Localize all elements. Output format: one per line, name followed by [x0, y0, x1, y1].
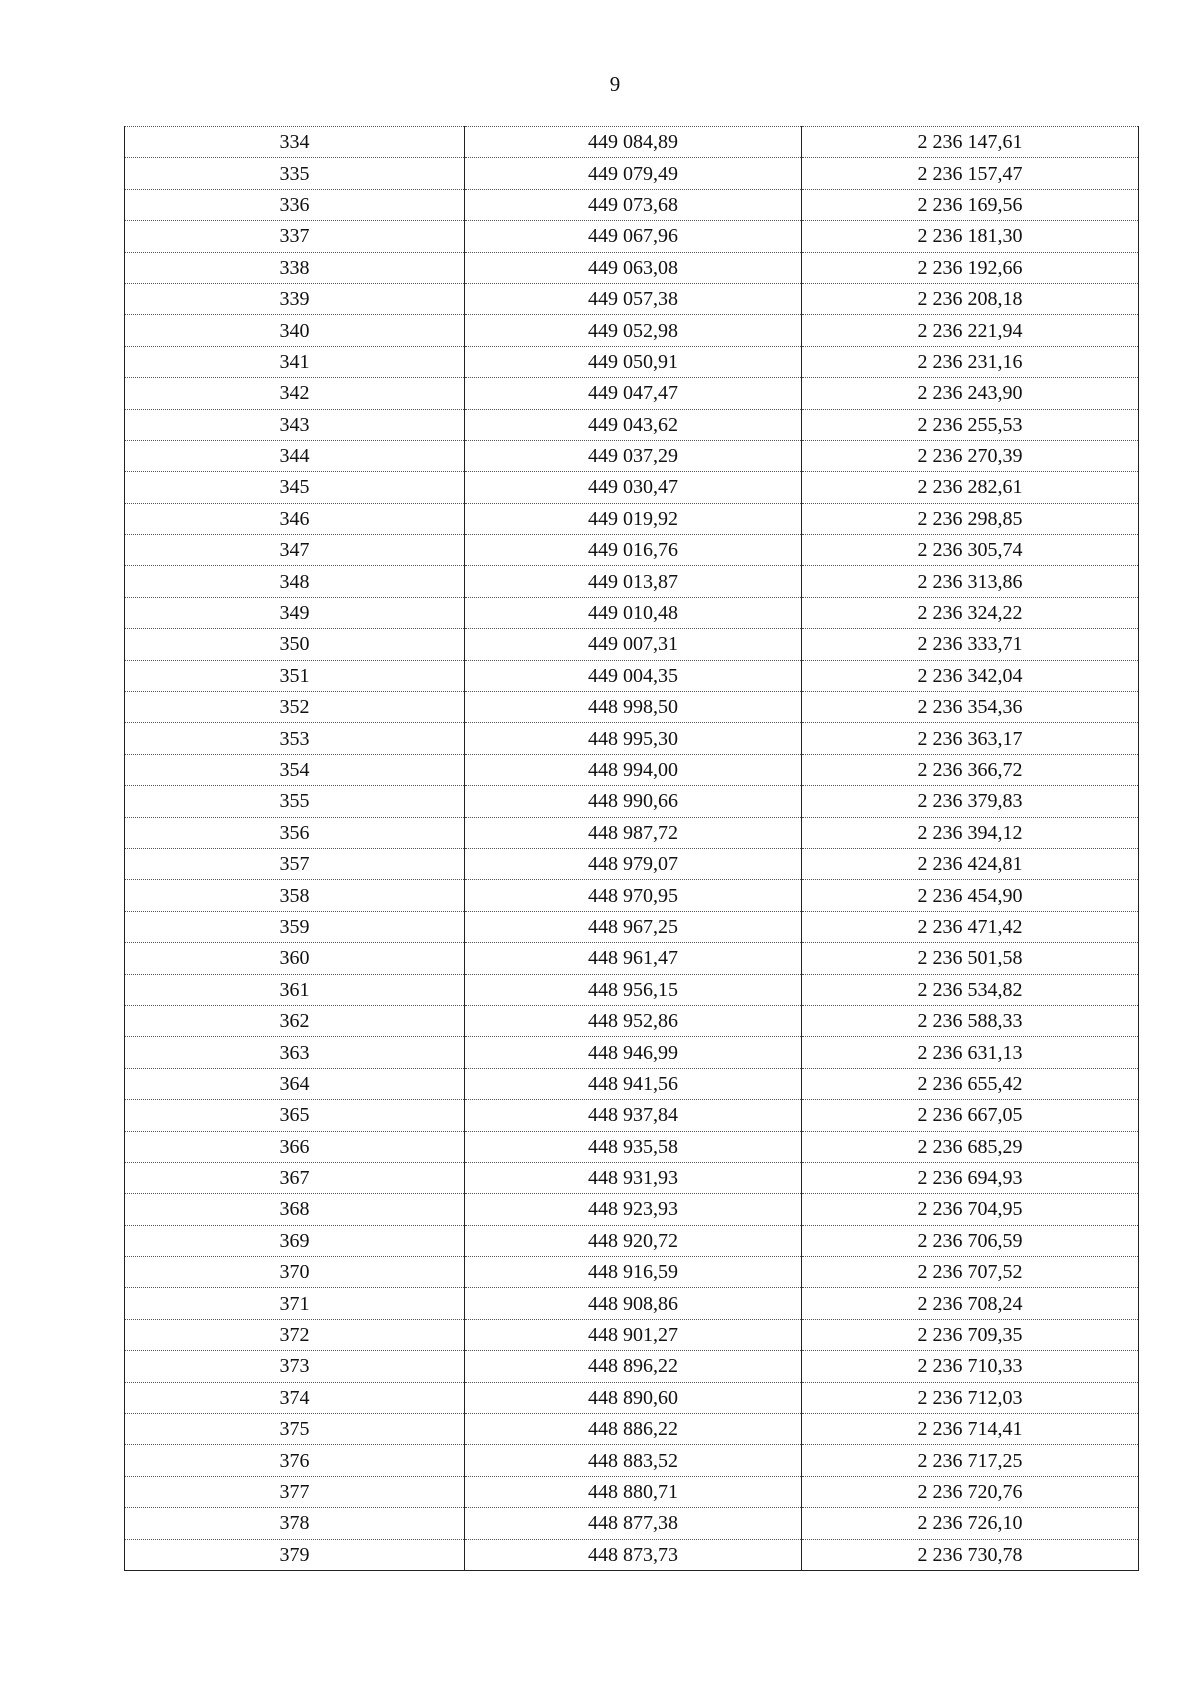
table-row [125, 1257, 1139, 1288]
table-row [125, 911, 1139, 942]
table-row [125, 158, 1139, 189]
x-coordinate-cell: 448 908,86 [465, 1288, 802, 1319]
table-row [125, 1508, 1139, 1539]
point-number-cell: 334 [125, 127, 465, 158]
x-coordinate-cell: 449 047,47 [465, 378, 802, 409]
x-coordinate-cell: 448 998,50 [465, 692, 802, 723]
y-coordinate-cell: 2 236 354,36 [802, 692, 1139, 723]
table-row [125, 252, 1139, 283]
point-number-cell: 363 [125, 1037, 465, 1068]
y-coordinate-cell: 2 236 471,42 [802, 911, 1139, 942]
x-coordinate-cell: 448 987,72 [465, 817, 802, 848]
point-number-cell: 375 [125, 1414, 465, 1445]
table-row [125, 1005, 1139, 1036]
table-row [125, 566, 1139, 597]
y-coordinate-cell: 2 236 708,24 [802, 1288, 1139, 1319]
point-number-cell: 345 [125, 472, 465, 503]
y-coordinate-cell: 2 236 270,39 [802, 440, 1139, 471]
point-number-cell: 373 [125, 1351, 465, 1382]
y-coordinate-cell: 2 236 709,35 [802, 1319, 1139, 1350]
table-row [125, 440, 1139, 471]
y-coordinate-cell: 2 236 717,25 [802, 1445, 1139, 1476]
table-row [125, 315, 1139, 346]
x-coordinate-cell: 448 916,59 [465, 1257, 802, 1288]
table-row [125, 189, 1139, 220]
point-number-cell: 351 [125, 660, 465, 691]
y-coordinate-cell: 2 236 685,29 [802, 1131, 1139, 1162]
point-number-cell: 336 [125, 189, 465, 220]
x-coordinate-cell: 449 057,38 [465, 283, 802, 314]
x-coordinate-cell: 448 890,60 [465, 1382, 802, 1413]
table-row [125, 597, 1139, 628]
y-coordinate-cell: 2 236 454,90 [802, 880, 1139, 911]
x-coordinate-cell: 448 883,52 [465, 1445, 802, 1476]
y-coordinate-cell: 2 236 710,33 [802, 1351, 1139, 1382]
table-row [125, 723, 1139, 754]
x-coordinate-cell: 449 013,87 [465, 566, 802, 597]
x-coordinate-cell: 448 896,22 [465, 1351, 802, 1382]
x-coordinate-cell: 448 995,30 [465, 723, 802, 754]
y-coordinate-cell: 2 236 282,61 [802, 472, 1139, 503]
y-coordinate-cell: 2 236 501,58 [802, 943, 1139, 974]
point-number-cell: 354 [125, 754, 465, 785]
point-number-cell: 335 [125, 158, 465, 189]
x-coordinate-cell: 448 990,66 [465, 786, 802, 817]
x-coordinate-cell: 449 079,49 [465, 158, 802, 189]
y-coordinate-cell: 2 236 394,12 [802, 817, 1139, 848]
table-row [125, 1351, 1139, 1382]
point-number-cell: 370 [125, 1257, 465, 1288]
x-coordinate-cell: 448 994,00 [465, 754, 802, 785]
x-coordinate-cell: 449 010,48 [465, 597, 802, 628]
y-coordinate-cell: 2 236 704,95 [802, 1194, 1139, 1225]
y-coordinate-cell: 2 236 379,83 [802, 786, 1139, 817]
y-coordinate-cell: 2 236 169,56 [802, 189, 1139, 220]
point-number-cell: 379 [125, 1539, 465, 1570]
point-number-cell: 348 [125, 566, 465, 597]
x-coordinate-cell: 448 979,07 [465, 848, 802, 879]
y-coordinate-cell: 2 236 667,05 [802, 1100, 1139, 1131]
point-number-cell: 376 [125, 1445, 465, 1476]
table-row [125, 346, 1139, 377]
y-coordinate-cell: 2 236 221,94 [802, 315, 1139, 346]
point-number-cell: 367 [125, 1162, 465, 1193]
x-coordinate-cell: 448 946,99 [465, 1037, 802, 1068]
point-number-cell: 341 [125, 346, 465, 377]
y-coordinate-cell: 2 236 730,78 [802, 1539, 1139, 1570]
x-coordinate-cell: 448 886,22 [465, 1414, 802, 1445]
y-coordinate-cell: 2 236 208,18 [802, 283, 1139, 314]
table-row [125, 1194, 1139, 1225]
point-number-cell: 358 [125, 880, 465, 911]
x-coordinate-cell: 449 016,76 [465, 535, 802, 566]
point-number-cell: 337 [125, 221, 465, 252]
y-coordinate-cell: 2 236 181,30 [802, 221, 1139, 252]
table-row [125, 283, 1139, 314]
point-number-cell: 371 [125, 1288, 465, 1319]
point-number-cell: 338 [125, 252, 465, 283]
y-coordinate-cell: 2 236 534,82 [802, 974, 1139, 1005]
y-coordinate-cell: 2 236 707,52 [802, 1257, 1139, 1288]
y-coordinate-cell: 2 236 694,93 [802, 1162, 1139, 1193]
y-coordinate-cell: 2 236 424,81 [802, 848, 1139, 879]
x-coordinate-cell: 448 937,84 [465, 1100, 802, 1131]
y-coordinate-cell: 2 236 255,53 [802, 409, 1139, 440]
table-row [125, 629, 1139, 660]
y-coordinate-cell: 2 236 712,03 [802, 1382, 1139, 1413]
x-coordinate-cell: 449 067,96 [465, 221, 802, 252]
point-number-cell: 357 [125, 848, 465, 879]
x-coordinate-cell: 448 956,15 [465, 974, 802, 1005]
point-number-cell: 342 [125, 378, 465, 409]
table-row [125, 754, 1139, 785]
table-row [125, 1225, 1139, 1256]
x-coordinate-cell: 448 961,47 [465, 943, 802, 974]
y-coordinate-cell: 2 236 147,61 [802, 127, 1139, 158]
x-coordinate-cell: 449 007,31 [465, 629, 802, 660]
y-coordinate-cell: 2 236 298,85 [802, 503, 1139, 534]
x-coordinate-cell: 449 052,98 [465, 315, 802, 346]
x-coordinate-cell: 448 920,72 [465, 1225, 802, 1256]
point-number-cell: 365 [125, 1100, 465, 1131]
table-row [125, 409, 1139, 440]
point-number-cell: 366 [125, 1131, 465, 1162]
y-coordinate-cell: 2 236 720,76 [802, 1476, 1139, 1507]
table-row [125, 943, 1139, 974]
coordinates-table-body [125, 127, 1139, 1571]
point-number-cell: 377 [125, 1476, 465, 1507]
y-coordinate-cell: 2 236 342,04 [802, 660, 1139, 691]
y-coordinate-cell: 2 236 305,74 [802, 535, 1139, 566]
y-coordinate-cell: 2 236 231,16 [802, 346, 1139, 377]
y-coordinate-cell: 2 236 366,72 [802, 754, 1139, 785]
point-number-cell: 364 [125, 1068, 465, 1099]
x-coordinate-cell: 448 931,93 [465, 1162, 802, 1193]
table-row [125, 817, 1139, 848]
y-coordinate-cell: 2 236 243,90 [802, 378, 1139, 409]
table-row [125, 880, 1139, 911]
x-coordinate-cell: 449 063,08 [465, 252, 802, 283]
point-number-cell: 350 [125, 629, 465, 660]
y-coordinate-cell: 2 236 157,47 [802, 158, 1139, 189]
point-number-cell: 340 [125, 315, 465, 346]
table-row [125, 848, 1139, 879]
table-row [125, 221, 1139, 252]
x-coordinate-cell: 448 970,95 [465, 880, 802, 911]
y-coordinate-cell: 2 236 631,13 [802, 1037, 1139, 1068]
point-number-cell: 346 [125, 503, 465, 534]
table-row [125, 472, 1139, 503]
point-number-cell: 343 [125, 409, 465, 440]
table-row [125, 1476, 1139, 1507]
y-coordinate-cell: 2 236 655,42 [802, 1068, 1139, 1099]
table-row [125, 1068, 1139, 1099]
coordinates-table [124, 126, 1139, 1571]
table-row [125, 974, 1139, 1005]
point-number-cell: 368 [125, 1194, 465, 1225]
x-coordinate-cell: 449 043,62 [465, 409, 802, 440]
y-coordinate-cell: 2 236 588,33 [802, 1005, 1139, 1036]
point-number-cell: 355 [125, 786, 465, 817]
point-number-cell: 339 [125, 283, 465, 314]
point-number-cell: 374 [125, 1382, 465, 1413]
table-row [125, 503, 1139, 534]
point-number-cell: 347 [125, 535, 465, 566]
point-number-cell: 372 [125, 1319, 465, 1350]
x-coordinate-cell: 448 941,56 [465, 1068, 802, 1099]
x-coordinate-cell: 448 901,27 [465, 1319, 802, 1350]
table-row [125, 1319, 1139, 1350]
page-number: 9 [609, 72, 621, 96]
x-coordinate-cell: 449 030,47 [465, 472, 802, 503]
x-coordinate-cell: 448 952,86 [465, 1005, 802, 1036]
y-coordinate-cell: 2 236 333,71 [802, 629, 1139, 660]
y-coordinate-cell: 2 236 363,17 [802, 723, 1139, 754]
y-coordinate-cell: 2 236 726,10 [802, 1508, 1139, 1539]
x-coordinate-cell: 448 877,38 [465, 1508, 802, 1539]
table-row [125, 1037, 1139, 1068]
x-coordinate-cell: 448 923,93 [465, 1194, 802, 1225]
point-number-cell: 369 [125, 1225, 465, 1256]
x-coordinate-cell: 449 084,89 [465, 127, 802, 158]
table-row [125, 1131, 1139, 1162]
x-coordinate-cell: 449 073,68 [465, 189, 802, 220]
table-row [125, 1100, 1139, 1131]
point-number-cell: 353 [125, 723, 465, 754]
x-coordinate-cell: 449 004,35 [465, 660, 802, 691]
y-coordinate-cell: 2 236 324,22 [802, 597, 1139, 628]
x-coordinate-cell: 449 019,92 [465, 503, 802, 534]
x-coordinate-cell: 448 967,25 [465, 911, 802, 942]
table-row [125, 1162, 1139, 1193]
table-row [125, 1288, 1139, 1319]
y-coordinate-cell: 2 236 714,41 [802, 1414, 1139, 1445]
table-row [125, 127, 1139, 158]
point-number-cell: 344 [125, 440, 465, 471]
table-row [125, 692, 1139, 723]
table-row [125, 1539, 1139, 1570]
point-number-cell: 356 [125, 817, 465, 848]
point-number-cell: 360 [125, 943, 465, 974]
point-number-cell: 352 [125, 692, 465, 723]
table-row [125, 786, 1139, 817]
x-coordinate-cell: 449 050,91 [465, 346, 802, 377]
table-row [125, 1445, 1139, 1476]
x-coordinate-cell: 448 880,71 [465, 1476, 802, 1507]
y-coordinate-cell: 2 236 192,66 [802, 252, 1139, 283]
y-coordinate-cell: 2 236 313,86 [802, 566, 1139, 597]
point-number-cell: 349 [125, 597, 465, 628]
point-number-cell: 359 [125, 911, 465, 942]
y-coordinate-cell: 2 236 706,59 [802, 1225, 1139, 1256]
table-row [125, 1382, 1139, 1413]
x-coordinate-cell: 448 873,73 [465, 1539, 802, 1570]
point-number-cell: 362 [125, 1005, 465, 1036]
point-number-cell: 361 [125, 974, 465, 1005]
table-row [125, 1414, 1139, 1445]
point-number-cell: 378 [125, 1508, 465, 1539]
table-row [125, 660, 1139, 691]
x-coordinate-cell: 448 935,58 [465, 1131, 802, 1162]
table-row [125, 535, 1139, 566]
x-coordinate-cell: 449 037,29 [465, 440, 802, 471]
table-row [125, 378, 1139, 409]
